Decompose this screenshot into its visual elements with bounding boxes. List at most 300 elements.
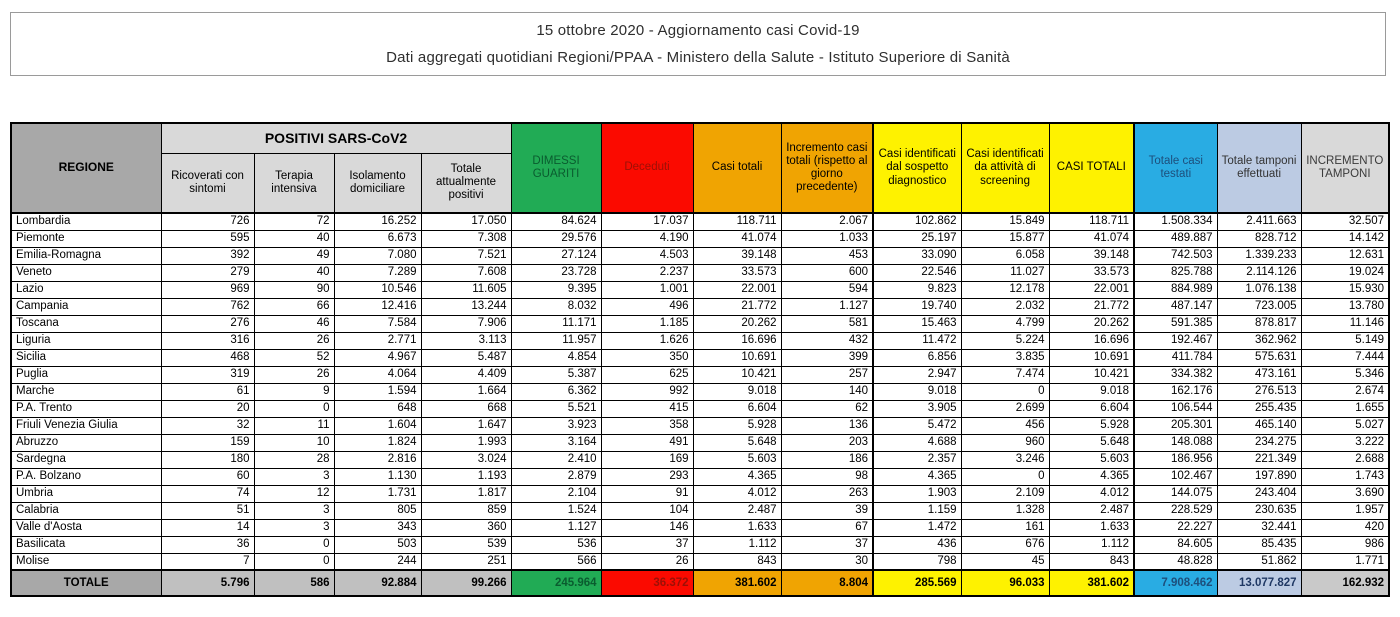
cell-dimessi-guariti: 5.387 — [511, 366, 601, 383]
cell-incremento-tamponi: 1.771 — [1301, 553, 1389, 570]
region-name: Valle d'Aosta — [11, 519, 161, 536]
table-row — [11, 213, 1389, 230]
totale-terapia-intensiva: 586 — [254, 570, 334, 596]
cell-ricoverati-con-sintomi: 32 — [161, 417, 254, 434]
cell-totale-casi-testati: 884.989 — [1134, 281, 1217, 298]
header-casi-totali-2: CASI TOTALI — [1049, 123, 1134, 213]
cell-casi-totali: 10.691 — [693, 349, 781, 366]
cell-casi-totali-2: 16.696 — [1049, 332, 1134, 349]
cell-casi-totali: 21.772 — [693, 298, 781, 315]
cell-casi-screening: 6.058 — [961, 247, 1049, 264]
totale-incremento-casi-totali: 8.804 — [781, 570, 873, 596]
cell-incremento-tamponi: 1.957 — [1301, 502, 1389, 519]
cell-incremento-tamponi: 420 — [1301, 519, 1389, 536]
cell-incremento-casi-totali: 30 — [781, 553, 873, 570]
cell-terapia-intensiva: 40 — [254, 230, 334, 247]
cell-isolamento-domiciliare: 343 — [334, 519, 421, 536]
cell-incremento-tamponi: 2.674 — [1301, 383, 1389, 400]
cell-ricoverati-con-sintomi: 14 — [161, 519, 254, 536]
cell-casi-totali-2: 20.262 — [1049, 315, 1134, 332]
cell-ricoverati-con-sintomi: 51 — [161, 502, 254, 519]
cell-ricoverati-con-sintomi: 20 — [161, 400, 254, 417]
region-name: P.A. Bolzano — [11, 468, 161, 485]
report-header — [10, 12, 1386, 76]
cell-casi-screening: 1.328 — [961, 502, 1049, 519]
region-name: Friuli Venezia Giulia — [11, 417, 161, 434]
cell-totale-tamponi-effettuati: 32.441 — [1217, 519, 1301, 536]
cell-deceduti: 4.190 — [601, 230, 693, 247]
cell-casi-totali-2: 21.772 — [1049, 298, 1134, 315]
cell-casi-sospetto-diagnostico: 1.472 — [873, 519, 961, 536]
cell-totale-tamponi-effettuati: 575.631 — [1217, 349, 1301, 366]
cell-casi-totali: 41.074 — [693, 230, 781, 247]
cell-terapia-intensiva: 26 — [254, 332, 334, 349]
cell-totale-attualmente-positivi: 1.993 — [421, 434, 511, 451]
header-dimessi-guariti: DIMESSI GUARITI — [511, 123, 601, 213]
cell-casi-totali: 2.487 — [693, 502, 781, 519]
region-name: Abruzzo — [11, 434, 161, 451]
cell-totale-attualmente-positivi: 7.308 — [421, 230, 511, 247]
region-name: Basilicata — [11, 536, 161, 553]
cell-totale-casi-testati: 487.147 — [1134, 298, 1217, 315]
table-row — [11, 553, 1389, 570]
cell-dimessi-guariti: 11.957 — [511, 332, 601, 349]
cell-deceduti: 358 — [601, 417, 693, 434]
header-incremento-tamponi: INCREMENTO TAMPONI — [1301, 123, 1389, 213]
cell-casi-sospetto-diagnostico: 9.823 — [873, 281, 961, 298]
cell-casi-screening: 7.474 — [961, 366, 1049, 383]
cell-totale-attualmente-positivi: 13.244 — [421, 298, 511, 315]
cell-ricoverati-con-sintomi: 969 — [161, 281, 254, 298]
cell-terapia-intensiva: 3 — [254, 502, 334, 519]
report-subtitle: Dati aggregati quotidiani Regioni/PPAA - Ministero della Salute - Istituto Superiore di Sanità — [386, 49, 1010, 66]
cell-totale-attualmente-positivi: 539 — [421, 536, 511, 553]
header-ricoverati: Ricoverati con sintomi — [161, 153, 254, 213]
cell-ricoverati-con-sintomi: 726 — [161, 213, 254, 230]
cell-totale-casi-testati: 22.227 — [1134, 519, 1217, 536]
cell-dimessi-guariti: 1.524 — [511, 502, 601, 519]
cell-deceduti: 169 — [601, 451, 693, 468]
cell-ricoverati-con-sintomi: 60 — [161, 468, 254, 485]
cell-casi-screening: 960 — [961, 434, 1049, 451]
cell-casi-sospetto-diagnostico: 19.740 — [873, 298, 961, 315]
cell-terapia-intensiva: 0 — [254, 400, 334, 417]
cell-deceduti: 91 — [601, 485, 693, 502]
cell-casi-totali-2: 33.573 — [1049, 264, 1134, 281]
cell-casi-totali-2: 4.365 — [1049, 468, 1134, 485]
table-header — [11, 123, 1389, 213]
header-terapia-intensiva: Terapia intensiva — [254, 153, 334, 213]
table-row — [11, 298, 1389, 315]
cell-ricoverati-con-sintomi: 279 — [161, 264, 254, 281]
cell-ricoverati-con-sintomi: 319 — [161, 366, 254, 383]
cell-totale-casi-testati: 144.075 — [1134, 485, 1217, 502]
cell-ricoverati-con-sintomi: 7 — [161, 553, 254, 570]
table-row — [11, 366, 1389, 383]
cell-incremento-casi-totali: 62 — [781, 400, 873, 417]
cell-incremento-casi-totali: 453 — [781, 247, 873, 264]
cell-casi-totali-2: 5.648 — [1049, 434, 1134, 451]
cell-casi-sospetto-diagnostico: 4.365 — [873, 468, 961, 485]
cell-incremento-casi-totali: 39 — [781, 502, 873, 519]
cell-terapia-intensiva: 0 — [254, 553, 334, 570]
cell-isolamento-domiciliare: 6.673 — [334, 230, 421, 247]
cell-incremento-tamponi: 5.346 — [1301, 366, 1389, 383]
cell-incremento-tamponi: 14.142 — [1301, 230, 1389, 247]
cell-isolamento-domiciliare: 16.252 — [334, 213, 421, 230]
cell-casi-sospetto-diagnostico: 798 — [873, 553, 961, 570]
region-name: Sicilia — [11, 349, 161, 366]
cell-totale-tamponi-effettuati: 362.962 — [1217, 332, 1301, 349]
cell-casi-totali-2: 843 — [1049, 553, 1134, 570]
report-title: 15 ottobre 2020 - Aggiornamento casi Covid-19 — [536, 22, 860, 39]
cell-totale-casi-testati: 228.529 — [1134, 502, 1217, 519]
cell-terapia-intensiva: 66 — [254, 298, 334, 315]
header-tamponi-effettuati: Totale tamponi effettuati — [1217, 123, 1301, 213]
cell-incremento-casi-totali: 600 — [781, 264, 873, 281]
cell-deceduti: 1.626 — [601, 332, 693, 349]
cell-casi-screening: 11.027 — [961, 264, 1049, 281]
cell-deceduti: 992 — [601, 383, 693, 400]
cell-deceduti: 415 — [601, 400, 693, 417]
cell-terapia-intensiva: 52 — [254, 349, 334, 366]
table-row — [11, 349, 1389, 366]
cell-incremento-casi-totali: 263 — [781, 485, 873, 502]
cell-incremento-casi-totali: 594 — [781, 281, 873, 298]
cell-totale-casi-testati: 825.788 — [1134, 264, 1217, 281]
totale-row — [11, 570, 1389, 596]
cell-incremento-casi-totali: 98 — [781, 468, 873, 485]
cell-incremento-tamponi: 15.930 — [1301, 281, 1389, 298]
cell-isolamento-domiciliare: 1.604 — [334, 417, 421, 434]
cell-dimessi-guariti: 84.624 — [511, 213, 601, 230]
cell-terapia-intensiva: 3 — [254, 519, 334, 536]
cell-totale-attualmente-positivi: 7.521 — [421, 247, 511, 264]
header-incremento-casi: Incremento casi totali (rispetto al giorno precedente) — [781, 123, 873, 213]
cell-casi-totali: 39.148 — [693, 247, 781, 264]
region-name: Piemonte — [11, 230, 161, 247]
cell-deceduti: 1.185 — [601, 315, 693, 332]
cell-terapia-intensiva: 49 — [254, 247, 334, 264]
cell-incremento-tamponi: 1.655 — [1301, 400, 1389, 417]
cell-deceduti: 26 — [601, 553, 693, 570]
cell-casi-screening: 45 — [961, 553, 1049, 570]
cell-casi-screening: 5.224 — [961, 332, 1049, 349]
cell-casi-totali: 1.633 — [693, 519, 781, 536]
cell-totale-tamponi-effettuati: 878.817 — [1217, 315, 1301, 332]
totale-incremento-tamponi: 162.932 — [1301, 570, 1389, 596]
cell-totale-tamponi-effettuati: 234.275 — [1217, 434, 1301, 451]
cell-dimessi-guariti: 2.410 — [511, 451, 601, 468]
totale-totale-attualmente-positivi: 99.266 — [421, 570, 511, 596]
cell-totale-attualmente-positivi: 1.664 — [421, 383, 511, 400]
cell-isolamento-domiciliare: 7.584 — [334, 315, 421, 332]
cell-incremento-casi-totali: 67 — [781, 519, 873, 536]
cell-casi-totali: 843 — [693, 553, 781, 570]
cell-terapia-intensiva: 72 — [254, 213, 334, 230]
cell-terapia-intensiva: 46 — [254, 315, 334, 332]
region-name: Veneto — [11, 264, 161, 281]
cell-totale-tamponi-effettuati: 828.712 — [1217, 230, 1301, 247]
cell-totale-tamponi-effettuati: 723.005 — [1217, 298, 1301, 315]
cell-casi-sospetto-diagnostico: 25.197 — [873, 230, 961, 247]
cell-casi-totali-2: 118.711 — [1049, 213, 1134, 230]
cell-totale-casi-testati: 1.508.334 — [1134, 213, 1217, 230]
cell-totale-casi-testati: 334.382 — [1134, 366, 1217, 383]
table-row — [11, 281, 1389, 298]
cell-totale-attualmente-positivi: 1.817 — [421, 485, 511, 502]
cell-terapia-intensiva: 3 — [254, 468, 334, 485]
cell-casi-totali-2: 1.633 — [1049, 519, 1134, 536]
cell-totale-attualmente-positivi: 4.409 — [421, 366, 511, 383]
cell-totale-attualmente-positivi: 11.605 — [421, 281, 511, 298]
table-row — [11, 434, 1389, 451]
cell-totale-tamponi-effettuati: 2.411.663 — [1217, 213, 1301, 230]
cell-ricoverati-con-sintomi: 74 — [161, 485, 254, 502]
cell-dimessi-guariti: 9.395 — [511, 281, 601, 298]
cell-totale-attualmente-positivi: 5.487 — [421, 349, 511, 366]
cell-casi-totali-2: 1.112 — [1049, 536, 1134, 553]
cell-incremento-tamponi: 986 — [1301, 536, 1389, 553]
cell-casi-screening: 4.799 — [961, 315, 1049, 332]
cell-ricoverati-con-sintomi: 36 — [161, 536, 254, 553]
cell-casi-sospetto-diagnostico: 2.947 — [873, 366, 961, 383]
table-row — [11, 230, 1389, 247]
cell-casi-screening: 3.835 — [961, 349, 1049, 366]
cell-totale-tamponi-effettuati: 51.862 — [1217, 553, 1301, 570]
totale-casi-totali-2: 381.602 — [1049, 570, 1134, 596]
cell-incremento-tamponi: 3.690 — [1301, 485, 1389, 502]
cell-dimessi-guariti: 1.127 — [511, 519, 601, 536]
cell-deceduti: 17.037 — [601, 213, 693, 230]
totale-casi-screening: 96.033 — [961, 570, 1049, 596]
cell-casi-totali-2: 2.487 — [1049, 502, 1134, 519]
cell-casi-totali-2: 22.001 — [1049, 281, 1134, 298]
cell-totale-attualmente-positivi: 859 — [421, 502, 511, 519]
cell-casi-screening: 15.849 — [961, 213, 1049, 230]
cell-dimessi-guariti: 536 — [511, 536, 601, 553]
cell-terapia-intensiva: 90 — [254, 281, 334, 298]
cell-casi-totali: 33.573 — [693, 264, 781, 281]
cell-totale-tamponi-effettuati: 276.513 — [1217, 383, 1301, 400]
cell-dimessi-guariti: 2.879 — [511, 468, 601, 485]
cell-casi-totali-2: 5.928 — [1049, 417, 1134, 434]
cell-ricoverati-con-sintomi: 180 — [161, 451, 254, 468]
cell-casi-screening: 2.699 — [961, 400, 1049, 417]
cell-casi-screening: 12.178 — [961, 281, 1049, 298]
cell-casi-totali: 5.928 — [693, 417, 781, 434]
cell-isolamento-domiciliare: 1.731 — [334, 485, 421, 502]
cell-terapia-intensiva: 12 — [254, 485, 334, 502]
cell-casi-sospetto-diagnostico: 33.090 — [873, 247, 961, 264]
cell-deceduti: 146 — [601, 519, 693, 536]
cell-casi-totali: 20.262 — [693, 315, 781, 332]
cell-deceduti: 491 — [601, 434, 693, 451]
cell-totale-attualmente-positivi: 17.050 — [421, 213, 511, 230]
header-casi-totali: Casi totali — [693, 123, 781, 213]
cell-terapia-intensiva: 0 — [254, 536, 334, 553]
cell-casi-totali: 5.648 — [693, 434, 781, 451]
cell-totale-casi-testati: 48.828 — [1134, 553, 1217, 570]
cell-isolamento-domiciliare: 2.771 — [334, 332, 421, 349]
cell-casi-screening: 2.032 — [961, 298, 1049, 315]
cell-terapia-intensiva: 10 — [254, 434, 334, 451]
cell-dimessi-guariti: 23.728 — [511, 264, 601, 281]
cell-incremento-tamponi: 19.024 — [1301, 264, 1389, 281]
cell-deceduti: 350 — [601, 349, 693, 366]
region-name: P.A. Trento — [11, 400, 161, 417]
cell-totale-casi-testati: 411.784 — [1134, 349, 1217, 366]
cell-isolamento-domiciliare: 1.594 — [334, 383, 421, 400]
cell-totale-casi-testati: 591.385 — [1134, 315, 1217, 332]
cell-incremento-casi-totali: 581 — [781, 315, 873, 332]
table-row — [11, 383, 1389, 400]
cell-isolamento-domiciliare: 7.080 — [334, 247, 421, 264]
cell-ricoverati-con-sintomi: 276 — [161, 315, 254, 332]
cell-isolamento-domiciliare: 1.130 — [334, 468, 421, 485]
cell-dimessi-guariti: 3.164 — [511, 434, 601, 451]
cell-deceduti: 4.503 — [601, 247, 693, 264]
cell-ricoverati-con-sintomi: 595 — [161, 230, 254, 247]
region-name: Puglia — [11, 366, 161, 383]
cell-totale-tamponi-effettuati: 473.161 — [1217, 366, 1301, 383]
cell-casi-totali: 4.012 — [693, 485, 781, 502]
region-name: Toscana — [11, 315, 161, 332]
cell-casi-screening: 456 — [961, 417, 1049, 434]
cell-casi-totali: 6.604 — [693, 400, 781, 417]
cell-casi-totali: 1.112 — [693, 536, 781, 553]
cell-totale-tamponi-effettuati: 465.140 — [1217, 417, 1301, 434]
totale-deceduti: 36.372 — [601, 570, 693, 596]
header-casi-sospetto: Casi identificati dal sospetto diagnostico — [873, 123, 961, 213]
cell-casi-sospetto-diagnostico: 15.463 — [873, 315, 961, 332]
cell-isolamento-domiciliare: 2.816 — [334, 451, 421, 468]
cell-casi-totali-2: 10.421 — [1049, 366, 1134, 383]
cell-terapia-intensiva: 26 — [254, 366, 334, 383]
totale-casi-totali: 381.602 — [693, 570, 781, 596]
covid-data-table — [10, 122, 1390, 597]
cell-dimessi-guariti: 4.854 — [511, 349, 601, 366]
cell-incremento-tamponi: 11.146 — [1301, 315, 1389, 332]
cell-casi-totali-2: 6.604 — [1049, 400, 1134, 417]
totale-casi-sospetto-diagnostico: 285.569 — [873, 570, 961, 596]
cell-incremento-tamponi: 7.444 — [1301, 349, 1389, 366]
cell-casi-sospetto-diagnostico: 1.903 — [873, 485, 961, 502]
cell-dimessi-guariti: 8.032 — [511, 298, 601, 315]
totale-isolamento-domiciliare: 92.884 — [334, 570, 421, 596]
cell-incremento-casi-totali: 1.033 — [781, 230, 873, 247]
header-casi-screening: Casi identificati da attività di screening — [961, 123, 1049, 213]
cell-isolamento-domiciliare: 503 — [334, 536, 421, 553]
cell-isolamento-domiciliare: 805 — [334, 502, 421, 519]
cell-incremento-casi-totali: 140 — [781, 383, 873, 400]
cell-casi-screening: 161 — [961, 519, 1049, 536]
cell-deceduti: 2.237 — [601, 264, 693, 281]
cell-totale-attualmente-positivi: 668 — [421, 400, 511, 417]
cell-ricoverati-con-sintomi: 762 — [161, 298, 254, 315]
cell-totale-tamponi-effettuati: 255.435 — [1217, 400, 1301, 417]
cell-incremento-casi-totali: 399 — [781, 349, 873, 366]
cell-totale-attualmente-positivi: 3.024 — [421, 451, 511, 468]
cell-ricoverati-con-sintomi: 159 — [161, 434, 254, 451]
table-row — [11, 519, 1389, 536]
cell-deceduti: 37 — [601, 536, 693, 553]
region-name: Liguria — [11, 332, 161, 349]
cell-totale-attualmente-positivi: 7.608 — [421, 264, 511, 281]
totale-dimessi-guariti: 245.964 — [511, 570, 601, 596]
cell-dimessi-guariti: 2.104 — [511, 485, 601, 502]
cell-deceduti: 293 — [601, 468, 693, 485]
cell-casi-sospetto-diagnostico: 6.856 — [873, 349, 961, 366]
table-row — [11, 417, 1389, 434]
table-row — [11, 485, 1389, 502]
cell-incremento-casi-totali: 1.127 — [781, 298, 873, 315]
table-row — [11, 247, 1389, 264]
header-group-positivi: POSITIVI SARS-CoV2 — [161, 123, 511, 153]
cell-casi-sospetto-diagnostico: 4.688 — [873, 434, 961, 451]
cell-totale-casi-testati: 489.887 — [1134, 230, 1217, 247]
cell-casi-sospetto-diagnostico: 5.472 — [873, 417, 961, 434]
header-totale-positivi: Totale attualmente positivi — [421, 153, 511, 213]
cell-casi-totali-2: 41.074 — [1049, 230, 1134, 247]
cell-incremento-casi-totali: 136 — [781, 417, 873, 434]
table-row — [11, 502, 1389, 519]
region-name: Umbria — [11, 485, 161, 502]
cell-incremento-casi-totali: 257 — [781, 366, 873, 383]
cell-ricoverati-con-sintomi: 61 — [161, 383, 254, 400]
table-row — [11, 451, 1389, 468]
cell-totale-attualmente-positivi: 1.193 — [421, 468, 511, 485]
cell-casi-totali: 5.603 — [693, 451, 781, 468]
cell-totale-tamponi-effettuati: 2.114.126 — [1217, 264, 1301, 281]
region-name: Molise — [11, 553, 161, 570]
cell-casi-sospetto-diagnostico: 102.862 — [873, 213, 961, 230]
table-body — [11, 213, 1389, 570]
cell-dimessi-guariti: 3.923 — [511, 417, 601, 434]
cell-deceduti: 496 — [601, 298, 693, 315]
cell-totale-casi-testati: 742.503 — [1134, 247, 1217, 264]
cell-casi-sospetto-diagnostico: 436 — [873, 536, 961, 553]
cell-totale-casi-testati: 162.176 — [1134, 383, 1217, 400]
cell-casi-totali-2: 10.691 — [1049, 349, 1134, 366]
table-row — [11, 468, 1389, 485]
cell-totale-tamponi-effettuati: 230.635 — [1217, 502, 1301, 519]
cell-totale-tamponi-effettuati: 197.890 — [1217, 468, 1301, 485]
table-row — [11, 536, 1389, 553]
region-name: Campania — [11, 298, 161, 315]
cell-incremento-tamponi: 12.631 — [1301, 247, 1389, 264]
cell-casi-totali: 4.365 — [693, 468, 781, 485]
table-row — [11, 332, 1389, 349]
cell-terapia-intensiva: 11 — [254, 417, 334, 434]
cell-totale-casi-testati: 84.605 — [1134, 536, 1217, 553]
cell-terapia-intensiva: 40 — [254, 264, 334, 281]
cell-isolamento-domiciliare: 4.967 — [334, 349, 421, 366]
cell-dimessi-guariti: 6.362 — [511, 383, 601, 400]
cell-incremento-casi-totali: 432 — [781, 332, 873, 349]
totale-totale-casi-testati: 7.908.462 — [1134, 570, 1217, 596]
cell-casi-sospetto-diagnostico: 2.357 — [873, 451, 961, 468]
cell-casi-totali: 118.711 — [693, 213, 781, 230]
cell-casi-screening: 2.109 — [961, 485, 1049, 502]
cell-ricoverati-con-sintomi: 468 — [161, 349, 254, 366]
cell-totale-tamponi-effettuati: 1.339.233 — [1217, 247, 1301, 264]
cell-incremento-casi-totali: 203 — [781, 434, 873, 451]
cell-totale-casi-testati: 192.467 — [1134, 332, 1217, 349]
cell-casi-totali: 10.421 — [693, 366, 781, 383]
cell-deceduti: 1.001 — [601, 281, 693, 298]
cell-dimessi-guariti: 11.171 — [511, 315, 601, 332]
